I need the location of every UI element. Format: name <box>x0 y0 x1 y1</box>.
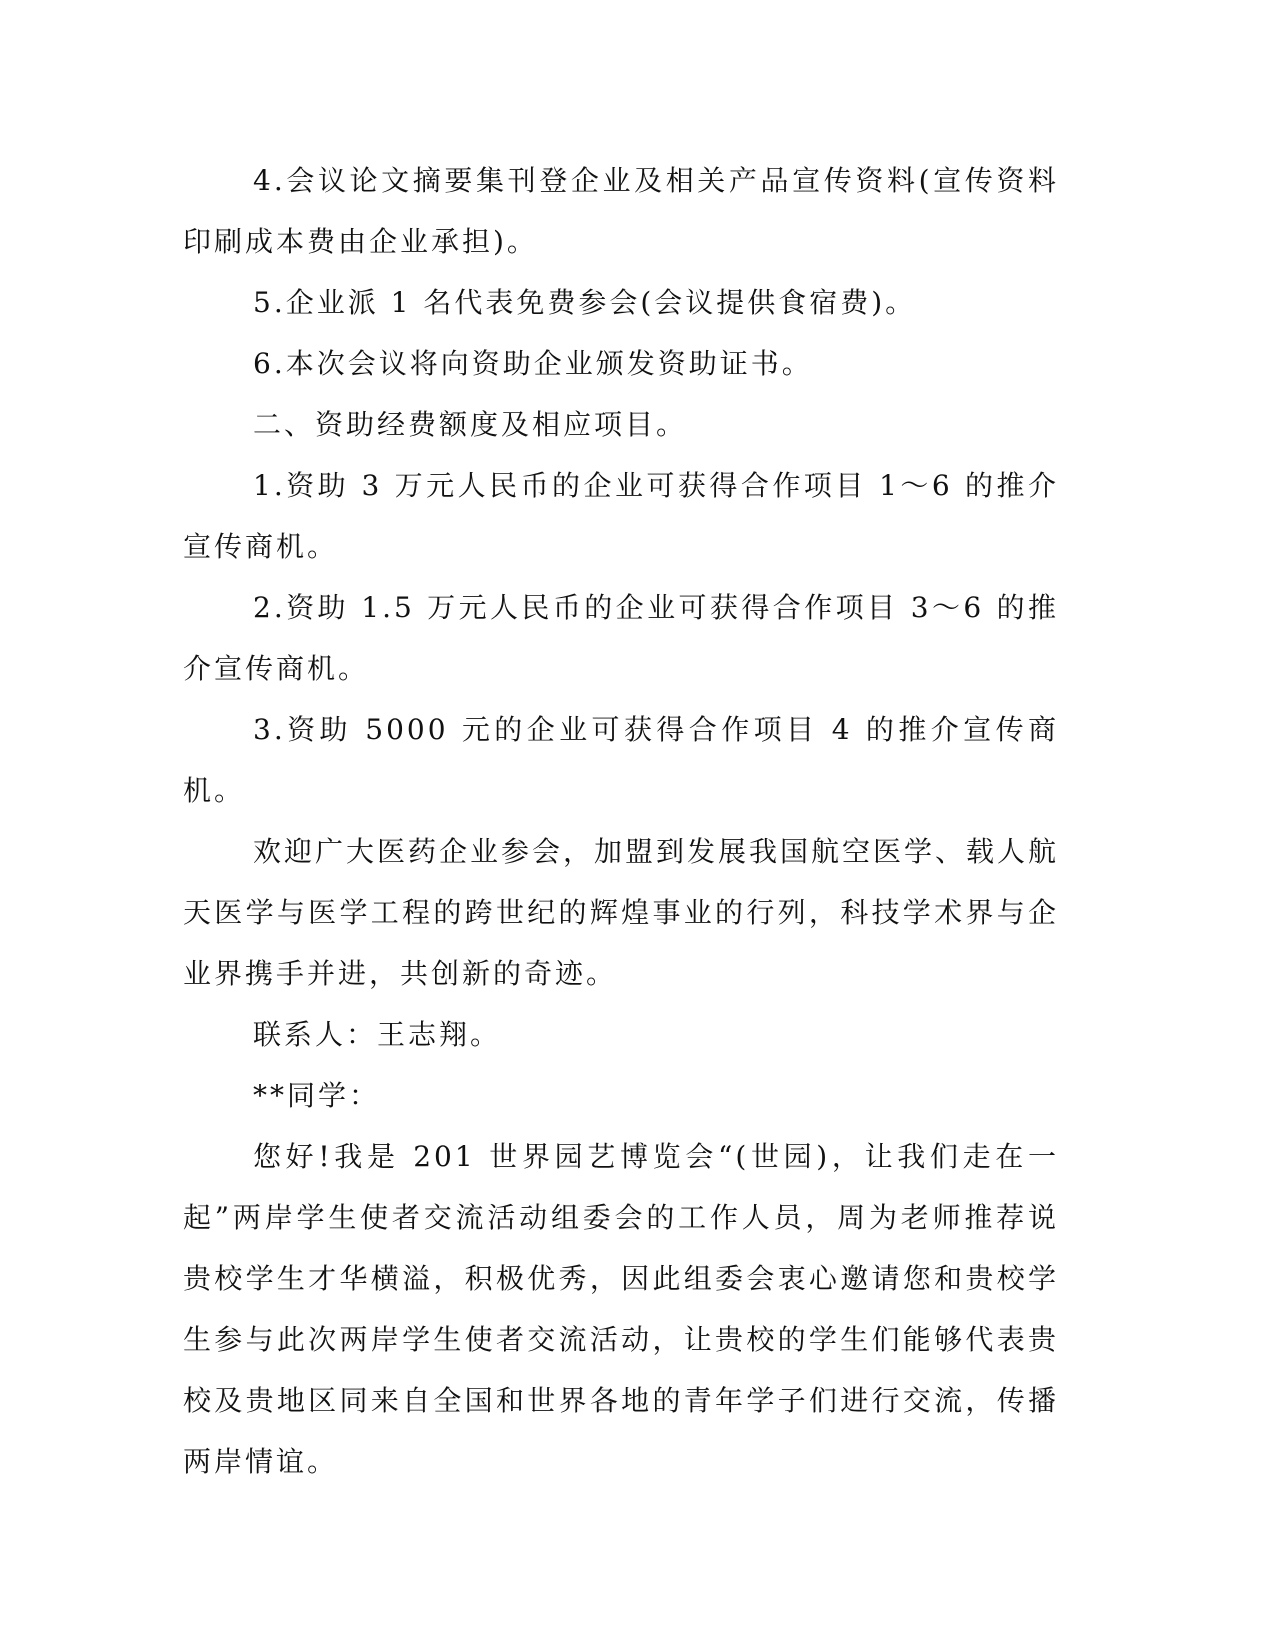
welcome-paragraph: 欢迎广大医药企业参会，加盟到发展我国航空医学、载人航天医学与医学工程的跨世纪的辉煌事业的行列，科技学术界与企业界携手并进，共创新的奇迹。 <box>183 835 1060 990</box>
paragraph-item-6: 6.本次会议将向资助企业颁发资助证书。 <box>253 347 813 380</box>
contact-person: 联系人：王志翔。 <box>253 1018 502 1051</box>
funding-item-3: 3.资助 5000 元的企业可获得合作项目 4 的推介宣传商机。 <box>183 713 1059 807</box>
letter-body-paragraph: 您好!我是 201 世界园艺博览会“(世园)，让我们走在一起”两岸学生使者交流活动组委会的工作人员，周为老师推荐说贵校学生才华横溢，积极优秀，因此组委会衷心邀请您和贵校学生参与此次两岸学生使者交流活动，让贵校的学生们能够代表贵校及贵地区同来自全国和世界各地的青年学子们进行交流，传播两岸情谊。 <box>183 1140 1059 1478</box>
paragraph-item-5: 5.企业派 1 名代表免费参会(会议提供食宿费)。 <box>253 286 917 319</box>
section-heading-funding: 二、资助经费额度及相应项目。 <box>253 408 688 441</box>
paragraph-item-4: 4.会议论文摘要集刊登企业及相关产品宣传资料(宣传资料印刷成本费由企业承担)。 <box>183 164 1059 258</box>
letter-salutation: **同学： <box>253 1079 381 1112</box>
funding-item-2: 2.资助 1.5 万元人民币的企业可获得合作项目 3～6 的推介宣传商机。 <box>183 591 1059 685</box>
document-body <box>183 150 1059 1492</box>
funding-item-1: 1.资助 3 万元人民币的企业可获得合作项目 1～6 的推介宣传商机。 <box>183 469 1059 563</box>
